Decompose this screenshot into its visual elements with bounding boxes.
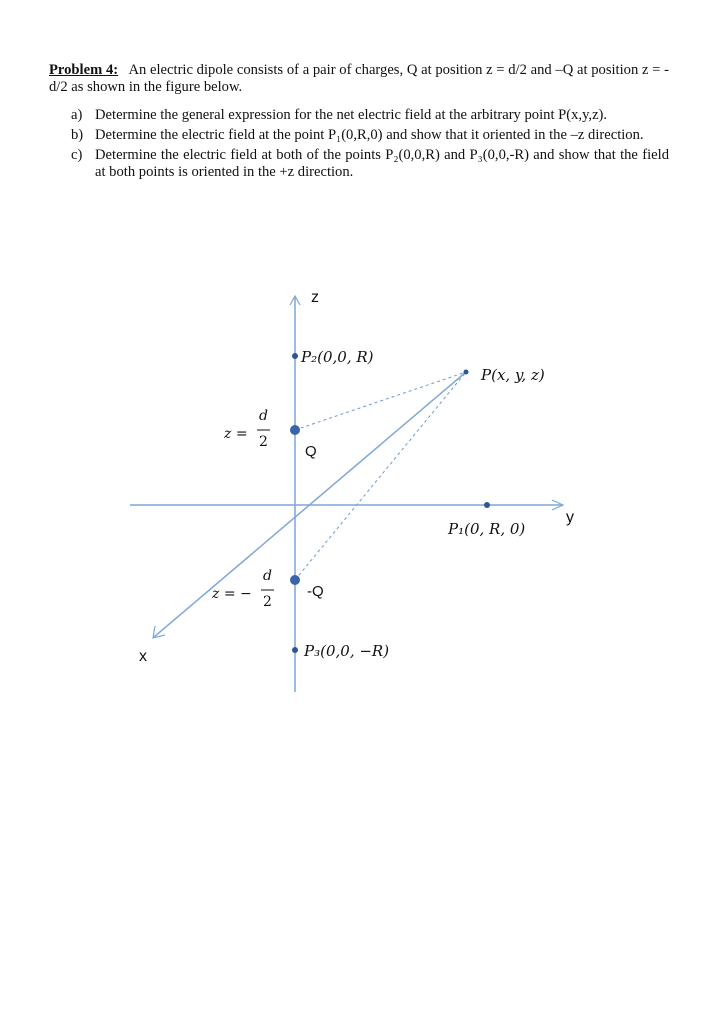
point-p3-marker (292, 647, 298, 653)
point-p2-label: P₂(0,0, R) (301, 348, 374, 366)
problem-label: Problem 4: (49, 62, 119, 78)
positive-charge-position-numerator: d (259, 408, 268, 424)
part-letter: c) (71, 147, 83, 163)
dashed-line-negq-to-p (295, 372, 466, 580)
point-p1-label: P₁(0, R, 0) (448, 520, 526, 538)
positive-charge-position-lhs: z = (224, 426, 248, 442)
point-p3-label: P₃(0,0, −R) (304, 642, 390, 660)
positive-charge-label: Q (305, 443, 317, 460)
positive-charge-position-denominator: 2 (259, 434, 268, 450)
part-text: Determine the electric field at the point P₁(0,R,0) and show that it oriented in the –z direction. (95, 127, 644, 143)
part-letter: a) (71, 107, 83, 123)
point-p1-marker (484, 502, 490, 508)
point-p-marker (464, 370, 469, 375)
negative-charge-position-numerator: d (263, 568, 272, 584)
problem-intro-text: An electric dipole consists of a pair of charges, Q at position z = d/2 and –Q at position z = -d/2 as shown in the figure below. (49, 62, 669, 95)
negative-charge-position-denominator: 2 (263, 594, 272, 610)
point-p2-marker (292, 353, 298, 359)
point-p-label: P(x, y, z) (481, 366, 545, 384)
z-axis-label: z (311, 289, 319, 306)
y-axis-label: y (566, 509, 574, 526)
negative-charge-label: -Q (307, 583, 324, 600)
dashed-line-q-to-p (295, 372, 466, 430)
x-axis-label: x (139, 648, 147, 665)
negative-charge-marker (290, 575, 300, 585)
part-letter: b) (71, 127, 84, 143)
positive-charge-marker (290, 425, 300, 435)
negative-charge-position-lhs: z = − (212, 586, 252, 602)
part-text: Determine the electric field at both of the points P₂(0,0,R) and P₃(0,0,-R) and show that the field at both points is oriented in the +z direction. (95, 147, 669, 180)
part-text: Determine the general expression for the net electric field at the arbitrary point P(x,y,z). (95, 107, 608, 123)
